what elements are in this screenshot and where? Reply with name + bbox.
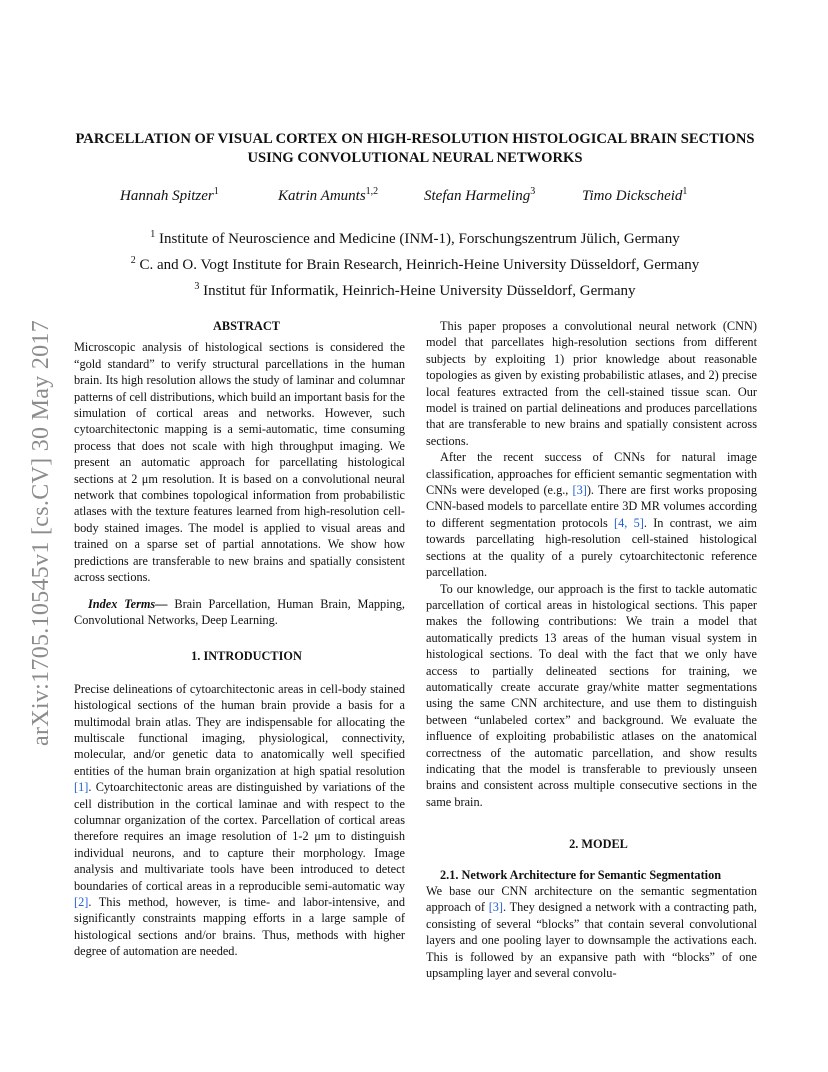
citation-link[interactable]: [1] <box>74 780 89 795</box>
author: Katrin Amunts$^{1,2}$ <box>278 186 379 204</box>
model-paragraph: We base our CNN architecture on the semantic segmentation approach of [3]. They designed a network with a contracting path, consisting of several “blocks” that contain several convolutional layers and one pooling layer to downsample the activations each. This is followed by an expansive path with “blocks” of one upsampling layer and several convolu- <box>426 884 757 981</box>
author: Hannah Spitzer$^1$ <box>120 186 219 204</box>
paper-title: PARCELLATION OF VISUAL CORTEX ON HIGH-RESOLUTION HISTOLOGICAL BRAIN SECTIONS USING CONVOLUTIONAL NEURAL NETWORKS <box>75 131 755 166</box>
citation-link[interactable]: [4, 5] <box>614 515 644 530</box>
citation-link[interactable]: [3] <box>572 483 587 498</box>
affiliations <box>60 224 770 302</box>
left-column <box>74 318 405 960</box>
right-column <box>426 318 757 981</box>
arxiv-stamp: arXiv:1705.10545v1 [cs.CV] 30 May 2017 <box>28 319 54 746</box>
intro-paragraph: To our knowledge, our approach is the first to tackle automatic parcellation of cortical areas in histological sections. This paper makes the following contributions: We train a model that automatically predicts 13 areas of the human visual system in histological sections. To deal with the fact that we only have access to partially delineated sections for training, we automatically create accurate gray/white matter segmentations using the same CNN architecture, and use them to distinguish between “unlabeled cortex” and background. We evaluate the influence of exploiting probabilistic atlases on the anatomical correctness of the automatic parcellation, and show results indicating that the model is transferable to previously unseen brains and consistent across multiple consecutive sections in the same brain. <box>426 581 757 809</box>
author: Timo Dickscheid$^1$ <box>582 186 688 204</box>
section-heading-introduction: 1. INTRODUCTION <box>191 649 302 664</box>
subsection-heading: 2.1. Network Architecture for Semantic Segmentation <box>440 867 722 882</box>
section-heading-model: 2. MODEL <box>569 837 628 852</box>
intro-paragraph: Precise delineations of cytoarchitectonic areas in cell-body stained histological sections of the human brain provide a basis for a multimodal brain atlas. They are indispensable for allocating the multiscale functional imaging, physiological, connectivity, molecular, and/or genetic data to anatomically well specified entities of the human brain organization at high spatial resolution [1]. Cytoarchitectonic areas are distinguished by variations of the cell distribution in the cortical laminae and with respect to the columnar organization of the cortex. Parcellation of cortical areas therefore requires an image resolution of 1-2 μm to distinguish individual neurons, and to capture their morphology. Image analysis and multivariate tools have been introduced to detect boundaries of cortical areas in a reproducible semi-automatic way [2]. This method, however, is time- and labor-intensive, and significantly constraints mapping efforts in a large sample of histological sections and/or brains. Thus, methods with higher degree of automation are needed. <box>74 681 405 959</box>
abstract-text: Microscopic analysis of histological sections is considered the “gold standard” to verify structural parcellations in the human brain. Its high resolution allows the study of laminar and columnar patterns of cell distributions, which build an important basis for the simulation of cortical areas and networks. However, such cytoarchitectonic mapping is a semi-automatic, time consuming process that does not scale with high throughput imaging. We present an automatic approach for parcellating histological sections at 2 μm resolution. It is based on a convolutional neural network that combines topological information from probabilistic atlases with the texture features learned from high-resolution cell-body stained images. The model is applied to visual areas and trained on a sparse set of partial annotations. We show how predictions are transferable to new brains and spatially consistent across sections. <box>74 340 405 585</box>
abstract-heading: ABSTRACT <box>213 319 280 333</box>
affiliation: $^2$ C. and O. Vogt Institute for Brain Research, Heinrich-Heine University Düsseldorf, Germany <box>130 255 700 273</box>
affiliation: $^1$ Institute of Neuroscience and Medicine (INM-1), Forschungszentrum Jülich, Germany <box>150 229 680 247</box>
intro-paragraph: This paper proposes a convolutional neural network (CNN) model that parcellates high-resolution sections from different subjects by exploiting 1) prior knowledge about reasonable topologies as given by existing probabilistic atlases, and 2) precise local features extracted from the cell-stained tissue scan. Our model is trained on partial delineations and produces parcellations that are transferable to new brains and spatially consistent across sections. <box>426 319 757 448</box>
citation-link[interactable]: [2] <box>74 895 89 909</box>
intro-paragraph: After the recent success of CNNs for natural image classification, approaches for efficient semantic segmentation with CNNs were developed (e.g., [3]). There are first works proposing CNN-based models to parcellate entire 3D MR volumes according to different segmentation protocols [4, 5]. In contrast, we aim towards parcellating high-resolution cell-stained histological sections at the quality of a purely cytoarchitectonic reference parcellation. <box>426 450 757 580</box>
citation-link[interactable]: [3] <box>488 900 504 915</box>
author: Stefan Harmeling$^3$ <box>424 186 536 204</box>
index-terms: Index Terms— Brain Parcellation, Human Brain, Mapping, Convolutional Networks, Deep Learning. <box>74 596 405 627</box>
affiliation: $^3$ Institut für Informatik, Heinrich-Heine University Düsseldorf, Germany <box>194 281 636 299</box>
